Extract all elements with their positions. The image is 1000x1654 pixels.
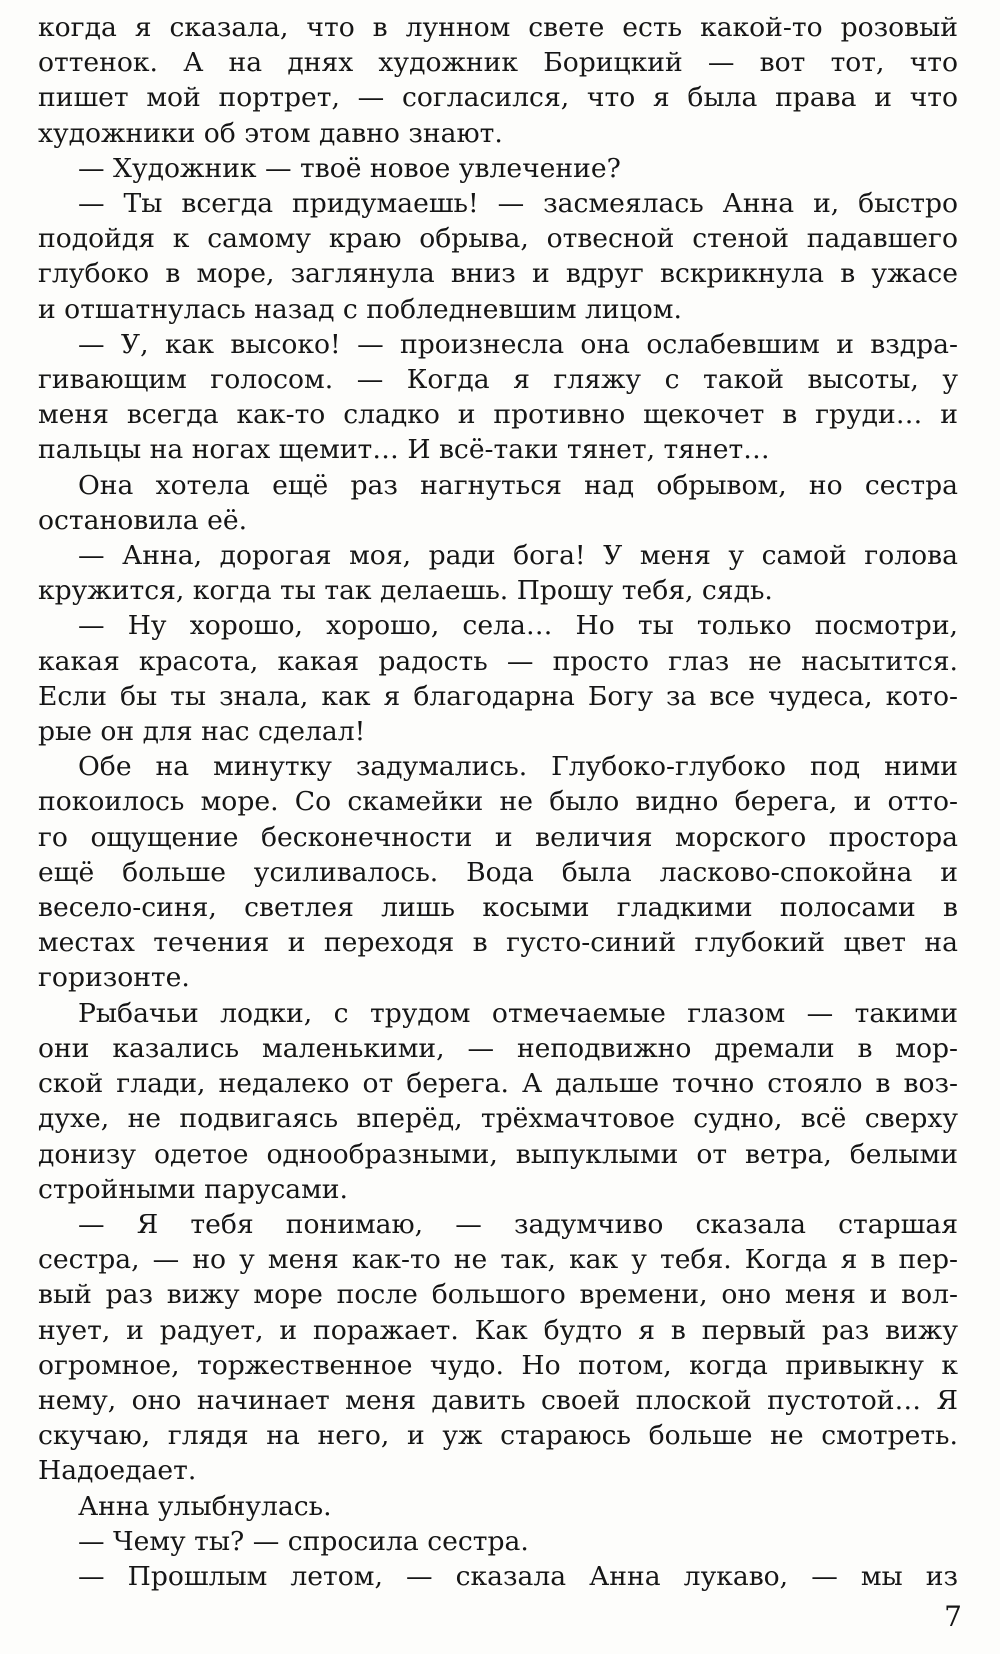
text-line: оттенок. А на днях художник Борицкий — вот тот, что [38,47,958,79]
text-line: стройными парусами. [38,1173,348,1205]
text-line: остановила её. [38,504,248,536]
text-line: художники об этом давно знают. [38,117,503,149]
text-line: кружится, когда ты так делаешь. Прошу тебя, сядь. [38,575,773,607]
text-line: — У, как высоко! — произнесла она ослабевшим и вздра- [78,328,958,360]
text-line: Если бы ты знала, как я благодарна Богу за все чудеса, кото- [38,680,958,712]
text-line: Рыбачьи лодки, с трудом отмечаемые глазом — такими [78,997,958,1029]
text-line: вый раз вижу море после большого времени, оно меня и вол- [38,1279,958,1311]
text-line: пишет мой портрет, — согласился, что я была права и что [38,82,958,114]
text-line: сестра, — но у меня как-то не так, как у тебя. Когда я в пер- [38,1244,958,1276]
text-line: донизу одетое однообразными, выпуклыми от ветра, белыми [38,1138,958,1170]
text-line: скучаю, глядя на него, и уж стараюсь больше не смотреть. [38,1420,958,1452]
text-line: нему, оно начинает меня давить своей плоской пустотой… Я [38,1384,958,1416]
text-line: ещё больше усиливалось. Вода была ласково-спокойна и [38,856,958,888]
text-line: — Художник — твоё новое увлечение? [78,152,621,184]
text-line: они казались маленькими, — неподвижно дремали в мор- [38,1032,958,1064]
text-line: — Я тебя понимаю, — задумчиво сказала старшая [78,1208,958,1240]
text-line: пальцы на ногах щемит… И всё-таки тянет, тянет… [38,434,770,466]
text-line: покоилось море. Со скамейки не было видно берега, и отто- [38,786,958,818]
text-line: и отшатнулась назад с побледневшим лицом. [38,293,682,325]
text-line: рые он для нас сделал! [38,716,366,748]
text-line: Анна улыбнулась. [78,1490,332,1522]
text-line: го ощущение бесконечности и величия морского простора [38,821,958,853]
text-line: — Прошлым летом, — сказала Анна лукаво, — мы из [78,1560,958,1592]
page-number: 7 [944,1600,962,1633]
text-line: глубоко в море, заглянула вниз и вдруг вскрикнула в ужасе [38,258,958,290]
text-line: Она хотела ещё раз нагнуться над обрывом, но сестра [78,469,958,501]
text-line: местах течения и переходя в густо-синий глубокий цвет на [38,927,958,959]
text-line: какая красота, какая радость — просто глаз не насытится. [38,645,958,677]
text-line: горизонте. [38,962,190,994]
text-line: подойдя к самому краю обрыва, отвесной стеной падавшего [38,223,958,255]
text-line: — Чему ты? — спросила сестра. [78,1525,529,1557]
text-line: нует, и радует, и поражает. Как будто я в первый раз вижу [38,1314,958,1346]
text-line: ской глади, недалеко от берега. А дальше точно стояло в воз- [38,1068,958,1100]
text-line: — Анна, дорогая моя, ради бога! У меня у самой голова [78,540,958,572]
text-line: когда я сказала, что в лунном свете есть какой-то розовый [38,12,958,43]
text-line: Надоедает. [38,1455,197,1487]
text-line: — Ты всегда придумаешь! — засмеялась Анна и, быстро [78,188,958,220]
body-text [38,10,958,1594]
text-line: гивающим голосом. — Когда я гляжу с такой высоты, у [38,364,958,396]
text-line: духе, не подвигаясь вперёд, трёхмачтовое судно, всё сверху [38,1103,958,1135]
text-line: меня всегда как-то сладко и противно щекочет в груди… и [38,399,958,431]
text-line: огромное, торжественное чудо. Но потом, когда привыкну к [38,1349,958,1381]
text-line: Обе на минутку задумались. Глубоко-глубоко под ними [78,751,958,783]
text-line: весело-синя, светлея лишь косыми гладкими полосами в [38,892,958,924]
text-line: — Ну хорошо, хорошо, села… Но ты только посмотри, [78,610,958,642]
